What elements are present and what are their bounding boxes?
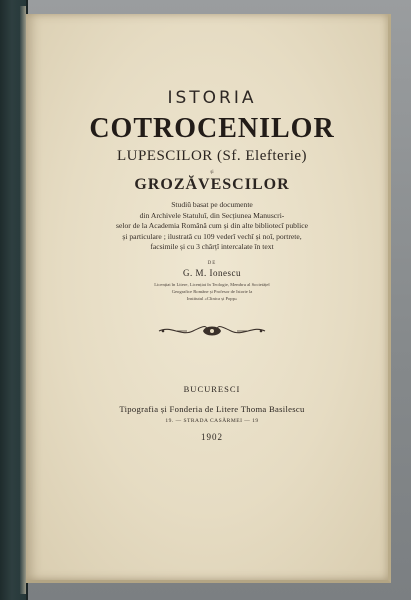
title-main: COTROCENILOR — [89, 113, 335, 144]
author-credentials — [102, 281, 322, 302]
title-sub: LUPESCILOR (Sf. Elefterie) — [116, 148, 308, 164]
description — [62, 200, 362, 253]
description-line: selor de la Academia Română cum și din alte bibliotecĭ publice — [116, 221, 308, 230]
publication-year: 1902 — [201, 431, 223, 442]
by-label: DE — [207, 260, 217, 266]
credentials-line: Institutul «Clinica și Popp» — [186, 295, 238, 301]
title-top: ISTORIA — [167, 88, 257, 108]
author-name: G. M. Ionescu — [183, 267, 241, 278]
printer-address: 19. — STRADA CASĂRMEI — 19 — [165, 417, 259, 424]
description-line: și particulare ; ilustrată cu 109 vederĭ vechĭ și noĭ, portrete, — [122, 231, 302, 241]
title-page — [26, 14, 391, 583]
title-third: GROZĂVESCILOR — [134, 176, 290, 193]
ornament-divider-icon — [157, 322, 267, 340]
title-page-text — [62, 14, 362, 442]
credentials-line: Geografice Române și Profesor de Istorie la — [171, 288, 253, 294]
description-line: Studiŭ basat pe documente — [171, 200, 253, 209]
printer-name: Tipografia și Fonderia de Litere Thoma Basilescu — [119, 403, 305, 414]
title-conjunction: și — [210, 170, 214, 175]
description-line: din Archivele Statuluĭ, din Secțiunea Manuscri- — [139, 210, 285, 220]
credentials-line: Licențiat în Litere, Licențiat în Teologie, Membru al Societățeĭ — [154, 281, 270, 287]
description-line: facsimile și cu 3 chărțĭ intercalate în text — [150, 242, 274, 251]
publication-city: BUCURESCI — [183, 383, 241, 394]
